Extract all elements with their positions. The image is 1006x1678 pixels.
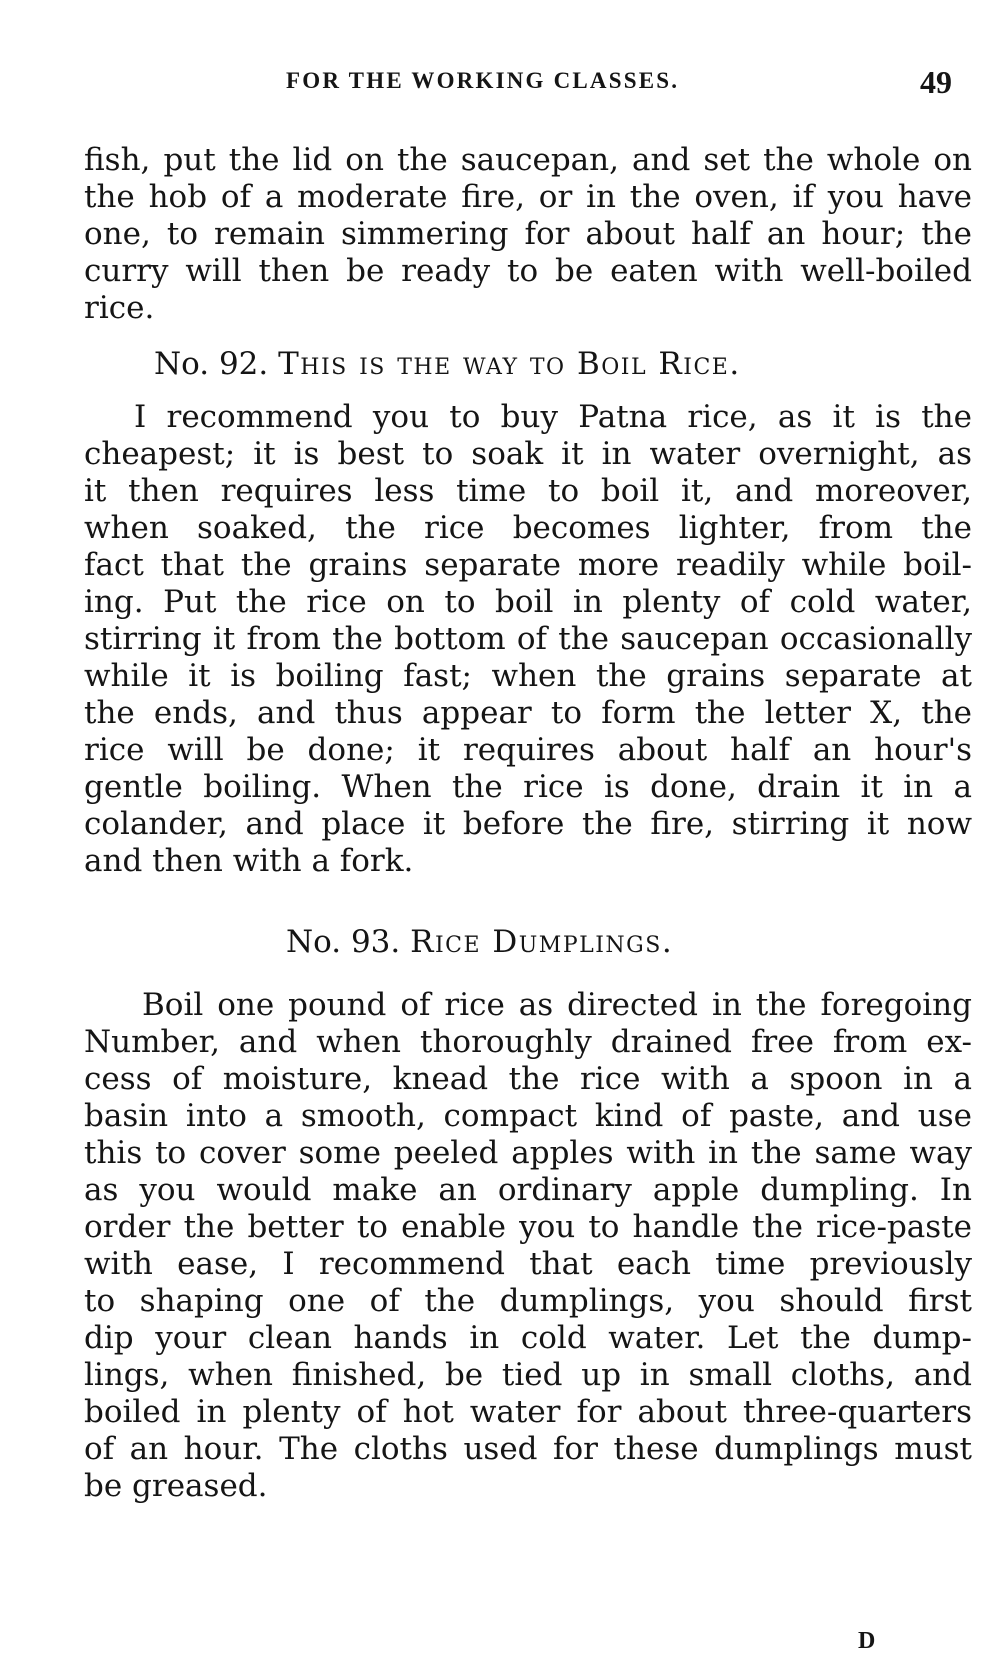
recipe-title: Rice Dumplings. — [410, 924, 674, 960]
text-line: be greased. — [84, 1468, 268, 1504]
text-line: fish, put the lid on the saucepan, and set the whole on — [84, 142, 972, 178]
text-line: rice will be done; it requires about half an hour's — [84, 732, 972, 768]
text-line: ing. Put the rice on to boil in plenty of cold water, — [84, 584, 972, 620]
text-line: it then requires less time to boil it, and moreover, — [84, 473, 972, 509]
text-line: colander, and place it before the fire, stirring it now — [84, 806, 972, 842]
page-number: 49 — [920, 64, 952, 100]
recipe-heading-92 — [154, 344, 741, 384]
text-line: the hob of a moderate fire, or in the oven, if you have — [84, 179, 972, 215]
text-line: and then with a fork. — [84, 843, 414, 879]
recipe-number: No. 93. — [286, 924, 401, 960]
text-line: when soaked, the rice becomes lighter, from the — [84, 510, 972, 546]
signature-mark: D — [858, 1628, 876, 1654]
text-line: to shaping one of the dumplings, you should first — [84, 1283, 972, 1319]
text-line: dip your clean hands in cold water. Let the dump- — [84, 1320, 972, 1356]
text-line: stirring it from the bottom of the saucepan occasionally — [84, 621, 972, 657]
text-line: the ends, and thus appear to form the letter X, the — [84, 695, 972, 731]
text-line: curry will then be ready to be eaten with well-boiled — [84, 253, 972, 289]
text-line: basin into a smooth, compact kind of paste, and use — [84, 1098, 972, 1134]
text-line: cheapest; it is best to soak it in water overnight, as — [84, 436, 972, 472]
text-line: of an hour. The cloths used for these dumplings must — [84, 1431, 972, 1467]
text-line: Number, and when thoroughly drained free from ex- — [84, 1024, 972, 1060]
text-line: boiled in plenty of hot water for about three-quarters — [84, 1394, 972, 1430]
text-line: fact that the grains separate more readily while boil- — [84, 547, 972, 583]
text-line: order the better to enable you to handle the rice-paste — [84, 1209, 972, 1245]
recipe-title: This is the way to Boil Rice. — [278, 346, 741, 382]
text-line: rice. — [84, 290, 155, 326]
text-line: with ease, I recommend that each time previously — [84, 1246, 972, 1282]
text-line: gentle boiling. When the rice is done, drain it in a — [84, 769, 972, 805]
text-line: one, to remain simmering for about half an hour; the — [84, 216, 972, 252]
recipe-number: No. 92. — [154, 346, 269, 382]
text-line: Boil one pound of rice as directed in the foregoing — [142, 987, 972, 1023]
recipe-heading-93 — [286, 922, 673, 962]
text-line: I recommend you to buy Patna rice, as it is the — [134, 399, 972, 435]
text-line: while it is boiling fast; when the grains separate at — [84, 658, 972, 694]
running-head: FOR THE WORKING CLASSES. — [286, 68, 680, 93]
text-line: cess of moisture, knead the rice with a spoon in a — [84, 1061, 972, 1097]
text-line: this to cover some peeled apples with in the same way — [84, 1135, 972, 1171]
text-line: as you would make an ordinary apple dumpling. In — [84, 1172, 972, 1208]
text-line: lings, when finished, be tied up in small cloths, and — [84, 1357, 972, 1393]
